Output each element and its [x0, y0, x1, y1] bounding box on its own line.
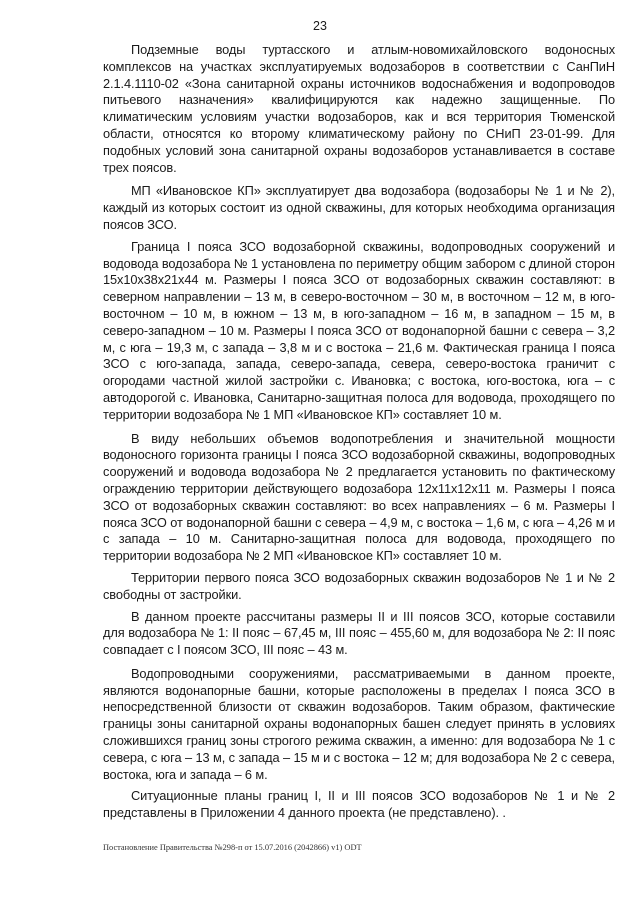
page-footer: Постановление Правительства №298-п от 15.07.2016 (2042866) v1) ODT [103, 843, 362, 852]
paragraph-first-belt-free: Территории первого пояса ЗСО водозаборных скважин водозаборов № 1 и № 2 свободны от застройки. [103, 569, 615, 602]
paragraph-second-third-belts: В данном проекте рассчитаны размеры II и III поясов ЗСО, которые составили для водозабора № 1: II пояс – 67,45 м, III пояс – 455,60 м, для водозабора № 2: II пояс совпадает с I поясом ЗСО, III пояс – 43 м. [103, 608, 615, 658]
paragraph-water-towers: Водопроводными сооружениями, рассматриваемыми в данном проекте, являются водонапорные башни, которые расположены в пределах I пояса ЗСО в непосредственной близости от скважин водозаборов. Таким образом, фактические границы зоны санитарной охраны водонапорных башен следует принять в условиях сложившихся границ зоны строгого режима скважин, а именно: для водозабора № 1 с севера, с юга – 13 м, с запада – 15 м и с востока – 12 м; для водозабора № 2 с севера, востока, юга и запада – 6 м. [103, 665, 615, 782]
paragraph-intake-2-zone-boundary: В виду небольших объемов водопотребления и значительной мощности водоносного горизонта границы I пояса ЗСО водозаборной скважины, водопроводных сооружений и водовода водозабора № 2 предлагается установить по фактическому ограждению территории действующего водозабора 12х11х12х11 м. Размеры I пояса ЗСО от водозаборных скважин составляют: во всех направлениях – 6 м. Размеры I пояса ЗСО от водонапорной башни с севера – 4,9 м, с востока – 1,6 м, с юга – 4,26 м и с запада – 10 м. Санитарно-защитная полоса для водовода, проходящего по территории водозабора № 2 МП «Ивановское КП» составляет 10 м. [103, 430, 615, 564]
paragraph-intake-1-zone-boundary: Граница I пояса ЗСО водозаборной скважины, водопроводных сооружений и водовода водозабора № 1 установлена по периметру общим забором с длиной сторон 15х10х38х21х44 м. Размеры I пояса ЗСО от водозаборных скважин составляют: в северном направлении – 13 м, в северо-восточном – 30 м, в восточном – 12 м, в юго-восточном – 10 м, в южном – 13 м, в юго-западном – 16 м, в западном – 15 м, в северо-западном – 10 м. Размеры I пояса ЗСО от водонапорной башни с севера – 3,2 м, с юга – 19,3 м, с запада – 3,8 м и с востока – 21,6 м. Фактическая граница I пояса ЗСО с юго-запада, запада, северо-запада, севера, северо-востока граничит с огородами частной жилой застройки с. Ивановка; с востока, юго-востока, юга – с автодорогой с. Ивановка, Санитарно-защитная полоса для водовода, проходящего по территории водозабора № 1 МП «Ивановское КП» составляет 10 м. [103, 238, 615, 422]
paragraph-situation-plans: Ситуационные планы границ I, II и III поясов ЗСО водозаборов № 1 и № 2 представлены в Приложении 4 данного проекта (не представлено). . [103, 788, 615, 821]
paragraph-groundwater-protection: Подземные воды туртасского и атлым-новомихайловского водоносных комплексов на участках эксплуатируемых водозаборов в соответствии с СанПиН 2.1.4.1110-02 «Зона санитарной охраны источников водоснабжения и водопроводов питьевого назначения» квалифицируются как надежно защищенные. По климатическим условиям участки водозаборов, как и вся территория Тюменской области, относятся ко второму климатическому району по СНиП 23-01-99. Для подобных условий зона санитарной охраны водозаборов устанавливается в составе трех поясов. [103, 42, 615, 175]
page-number: 23 [313, 19, 327, 33]
paragraph-water-intakes-overview: МП «Ивановское КП» эксплуатирует два водозабора (водозаборы № 1 и № 2), каждый из которых состоит из одной скважины, для которых необходима организация поясов ЗСО. [103, 183, 615, 232]
document-body [103, 42, 615, 829]
